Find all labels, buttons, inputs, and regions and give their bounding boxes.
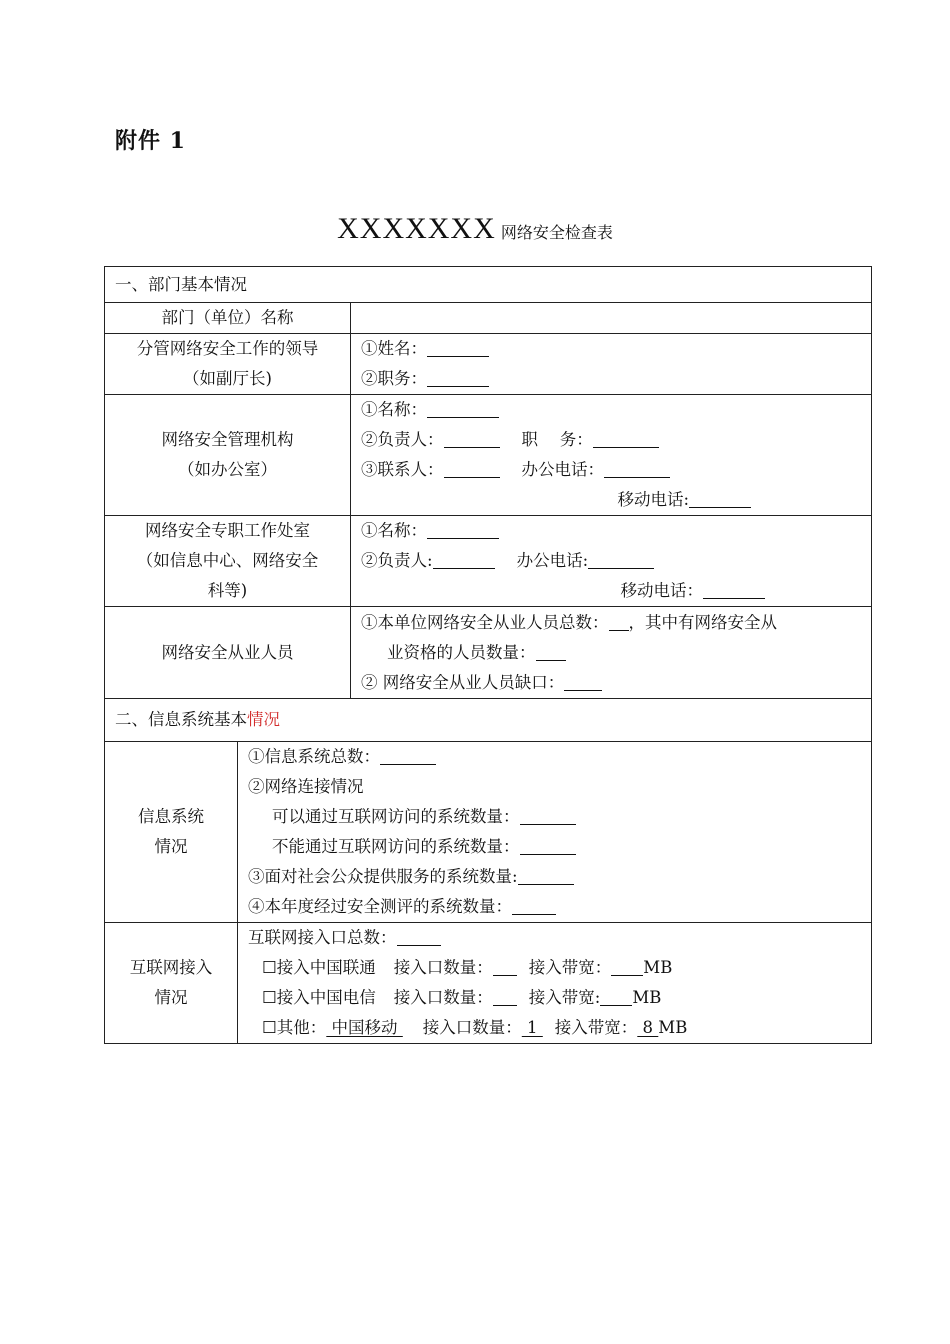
unicom-bandwidth-label: 接入带宽： <box>528 958 612 977</box>
mgmt-org-contact-label: ③联系人： <box>361 460 444 479</box>
mgmt-org-contact-field[interactable] <box>444 459 500 478</box>
staff-fields <box>351 607 872 699</box>
mgmt-org-head-label: ②负责人： <box>361 430 444 449</box>
dedicated-office-head-field[interactable] <box>433 550 495 569</box>
leader-name-field[interactable] <box>427 338 489 357</box>
evaluated-label: ④本年度经过安全测评的系统数量： <box>248 897 512 916</box>
internet-fields <box>238 923 872 1044</box>
internet-total-label: 互联网接入口总数： <box>248 928 397 947</box>
internet-label-line1: 互联网接入 <box>129 958 213 977</box>
dedicated-office-phone-field[interactable] <box>588 550 654 569</box>
internet-row <box>105 923 872 1044</box>
section2-heading-text: 二、信息系统基本 <box>115 710 247 729</box>
section2-heading-red-text: 情况 <box>247 710 280 729</box>
dept-name-field[interactable] <box>351 303 872 334</box>
dedicated-office-phone-label: 办公电话: <box>516 551 589 570</box>
staff-shortage-label: ② 网络安全从业人员缺口： <box>361 672 565 692</box>
unicom-ports-label: 接入口数量： <box>393 958 493 977</box>
staff-total-label: ①本单位网络安全从业人员总数： <box>361 612 609 632</box>
internet-total-field[interactable] <box>397 927 441 946</box>
mgmt-org-mobile-field[interactable] <box>689 489 751 508</box>
other-bandwidth-value[interactable]: 8 <box>637 1018 659 1037</box>
staff-qualified-field[interactable] <box>536 642 566 661</box>
other-ports-label: 接入口数量： <box>422 1018 522 1037</box>
mgmt-org-label <box>105 395 351 516</box>
mgmt-org-label-line2: （如办公室） <box>178 460 277 479</box>
leader-row <box>105 334 872 395</box>
dedicated-office-fields <box>351 516 872 607</box>
telecom-checkbox[interactable]: ☐接入中国电信 <box>262 988 376 1007</box>
mgmt-org-name-field[interactable] <box>427 399 499 418</box>
leader-label-line2: （如副厅长) <box>183 369 272 388</box>
leader-name-label: ①姓名： <box>361 339 427 358</box>
staff-row <box>105 607 872 699</box>
telecom-ports-field[interactable] <box>493 987 517 1006</box>
other-ports-value[interactable]: 1 <box>521 1018 543 1037</box>
section1-heading: 一、部门基本情况 <box>105 267 872 303</box>
other-bandwidth-label: 接入带宽： <box>554 1018 638 1037</box>
mgmt-org-row <box>105 395 872 516</box>
mgmt-org-head-position-field[interactable] <box>593 429 659 448</box>
unicom-checkbox[interactable]: ☐接入中国联通 <box>262 958 376 977</box>
internet-access-field[interactable] <box>520 806 576 825</box>
dedicated-office-label-line1: 网络安全专职工作处室 <box>145 521 310 540</box>
mgmt-org-office-phone-field[interactable] <box>604 459 670 478</box>
other-provider-value[interactable]: 中国移动 <box>326 1018 403 1037</box>
dedicated-office-label <box>105 516 351 607</box>
systems-total-label: ①信息系统总数： <box>248 747 380 766</box>
section1-heading-row <box>105 267 872 303</box>
dedicated-office-name-field[interactable] <box>427 520 499 539</box>
no-internet-label: 不能通过互联网访问的系统数量： <box>272 837 520 856</box>
public-service-label: ③面对社会公众提供服务的系统数量: <box>248 867 518 886</box>
mgmt-org-office-phone-label: 办公电话： <box>521 460 604 479</box>
staff-shortage-field[interactable] <box>564 672 602 691</box>
telecom-bandwidth-label: 接入带宽: <box>528 988 601 1007</box>
leader-label-line1: 分管网络安全工作的领导 <box>136 339 319 358</box>
other-bandwidth-unit: MB <box>658 1018 688 1037</box>
dept-name-label: 部门（单位）名称 <box>105 303 351 334</box>
no-internet-field[interactable] <box>520 836 576 855</box>
unicom-bandwidth-unit: MB <box>643 958 673 977</box>
systems-fields <box>238 742 872 923</box>
leader-fields <box>351 334 872 395</box>
form-title <box>0 212 950 246</box>
leader-position-label: ②职务： <box>361 369 427 388</box>
dept-name-row <box>105 303 872 334</box>
telecom-ports-label: 接入口数量： <box>393 988 493 1007</box>
form-title-suffix: 网络安全检查表 <box>500 223 613 242</box>
dedicated-office-label-line3: 科等) <box>207 581 248 600</box>
internet-access-label: 可以通过互联网访问的系统数量： <box>272 807 520 826</box>
systems-label-line1: 信息系统 <box>138 807 204 826</box>
form-title-main: XXXXXXX <box>337 212 496 245</box>
unicom-bandwidth-field[interactable] <box>611 957 643 976</box>
staff-total-field[interactable] <box>609 612 629 631</box>
leader-position-field[interactable] <box>427 368 489 387</box>
systems-row <box>105 742 872 923</box>
mgmt-org-mobile-label: 移动电话: <box>617 490 689 509</box>
mgmt-org-head-field[interactable] <box>444 429 500 448</box>
dedicated-office-mobile-field[interactable] <box>703 580 765 599</box>
section2-heading-row <box>105 699 872 742</box>
staff-qualified-label: 业资格的人员数量： <box>387 642 536 662</box>
other-checkbox[interactable]: ☐其他： <box>262 1018 327 1037</box>
attachment-label: 附件 1 <box>115 128 186 154</box>
dedicated-office-row <box>105 516 872 607</box>
security-check-table <box>104 266 872 1044</box>
network-connection-label: ②网络连接情况 <box>248 777 364 796</box>
section2-heading <box>105 699 872 742</box>
systems-total-field[interactable] <box>380 746 436 765</box>
telecom-bandwidth-unit: MB <box>632 988 662 1007</box>
public-service-field[interactable] <box>518 866 574 885</box>
staff-total-suffix: ，其中有网络安全从 <box>628 612 777 632</box>
dedicated-office-mobile-label: 移动电话： <box>620 581 703 600</box>
dedicated-office-head-label: ②负责人: <box>361 551 433 570</box>
mgmt-org-label-line1: 网络安全管理机构 <box>161 430 294 449</box>
staff-label: 网络安全从业人员 <box>105 607 351 699</box>
internet-label-line2: 情况 <box>154 988 188 1007</box>
telecom-bandwidth-field[interactable] <box>600 987 632 1006</box>
leader-label <box>105 334 351 395</box>
mgmt-org-fields <box>351 395 872 516</box>
internet-label <box>105 923 238 1044</box>
mgmt-org-head-position-label: 职 务： <box>521 430 593 449</box>
systems-label <box>105 742 238 923</box>
evaluated-field[interactable] <box>512 896 556 915</box>
dedicated-office-name-label: ①名称： <box>361 521 427 540</box>
dedicated-office-label-line2: （如信息中心、网络安全 <box>136 551 319 570</box>
systems-label-line2: 情况 <box>154 837 188 856</box>
mgmt-org-name-label: ①名称： <box>361 400 427 419</box>
unicom-ports-field[interactable] <box>493 957 517 976</box>
